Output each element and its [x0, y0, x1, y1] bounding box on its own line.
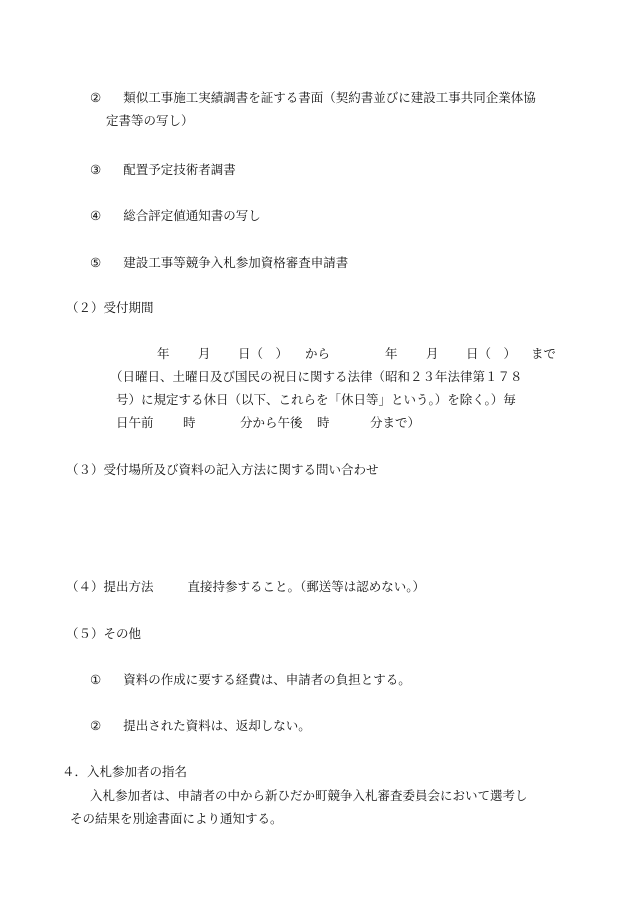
- item-text: 総合評定値通知書の写し: [123, 208, 261, 223]
- item-number: ①: [90, 672, 102, 687]
- item-text-continuation: 定書等の写し）: [106, 113, 194, 128]
- item-number: ②: [90, 718, 102, 733]
- item-text: 類似工事施工実績調書を証する書面（契約書並びに建設工事共同企業体協: [123, 90, 536, 105]
- paragraph-line: 号）に規定する休日（以下、これらを「休日等」という。）を除く。）毎: [116, 392, 516, 407]
- main-section-heading: ４．入札参加者の指名: [62, 764, 188, 779]
- section-heading: （２）受付期間: [66, 300, 154, 315]
- time-am: 日午前: [116, 415, 154, 430]
- item-text: 資料の作成に要する経費は、申請者の負担とする。: [123, 672, 411, 687]
- item-number: ②: [90, 90, 102, 105]
- section-heading: （５）その他: [66, 626, 142, 641]
- date-month: 月: [198, 346, 211, 361]
- time-until: 分まで）: [370, 415, 421, 430]
- paragraph-line: 入札参加者は、申請者の中から新ひだか町競争入札審査委員会において選考し: [90, 788, 528, 803]
- date-day: 日（ ）: [238, 346, 289, 361]
- item-text: 提出された資料は、返却しない。: [123, 718, 311, 733]
- list-item: [90, 257, 348, 270]
- section-heading: [66, 581, 425, 594]
- time-hour: 時: [317, 415, 330, 430]
- list-item: [90, 720, 311, 733]
- date-year: 年: [385, 346, 398, 361]
- date-month: 月: [426, 346, 439, 361]
- list-item: [90, 92, 536, 105]
- time-hour: 時: [183, 415, 196, 430]
- section-heading: （３）受付場所及び資料の記入方法に関する問い合わせ: [66, 462, 379, 477]
- item-text: 配置予定技術者調書: [123, 162, 236, 177]
- list-item: [90, 210, 261, 223]
- paragraph-line: （日曜日、土曜日及び国民の祝日に関する法律（昭和２３年法律第１７８: [110, 369, 523, 384]
- item-number: ⑤: [90, 255, 102, 270]
- paragraph-line: その結果を別途書面により通知する。: [70, 811, 283, 826]
- section-heading-label: （４）提出方法: [66, 579, 154, 594]
- time-pm: 分から午後: [240, 415, 303, 430]
- submission-method-text: 直接持参すること。（郵送等は認めない。）: [187, 579, 425, 594]
- date-day: 日（ ）: [466, 346, 517, 361]
- list-item: [90, 674, 411, 687]
- item-number: ③: [90, 162, 102, 177]
- item-text: 建設工事等競争入札参加資格審査申請書: [123, 255, 349, 270]
- item-number: ④: [90, 208, 102, 223]
- date-until: まで: [531, 346, 557, 361]
- date-from: から: [305, 346, 331, 361]
- list-item: [90, 164, 236, 177]
- date-year: 年: [157, 346, 170, 361]
